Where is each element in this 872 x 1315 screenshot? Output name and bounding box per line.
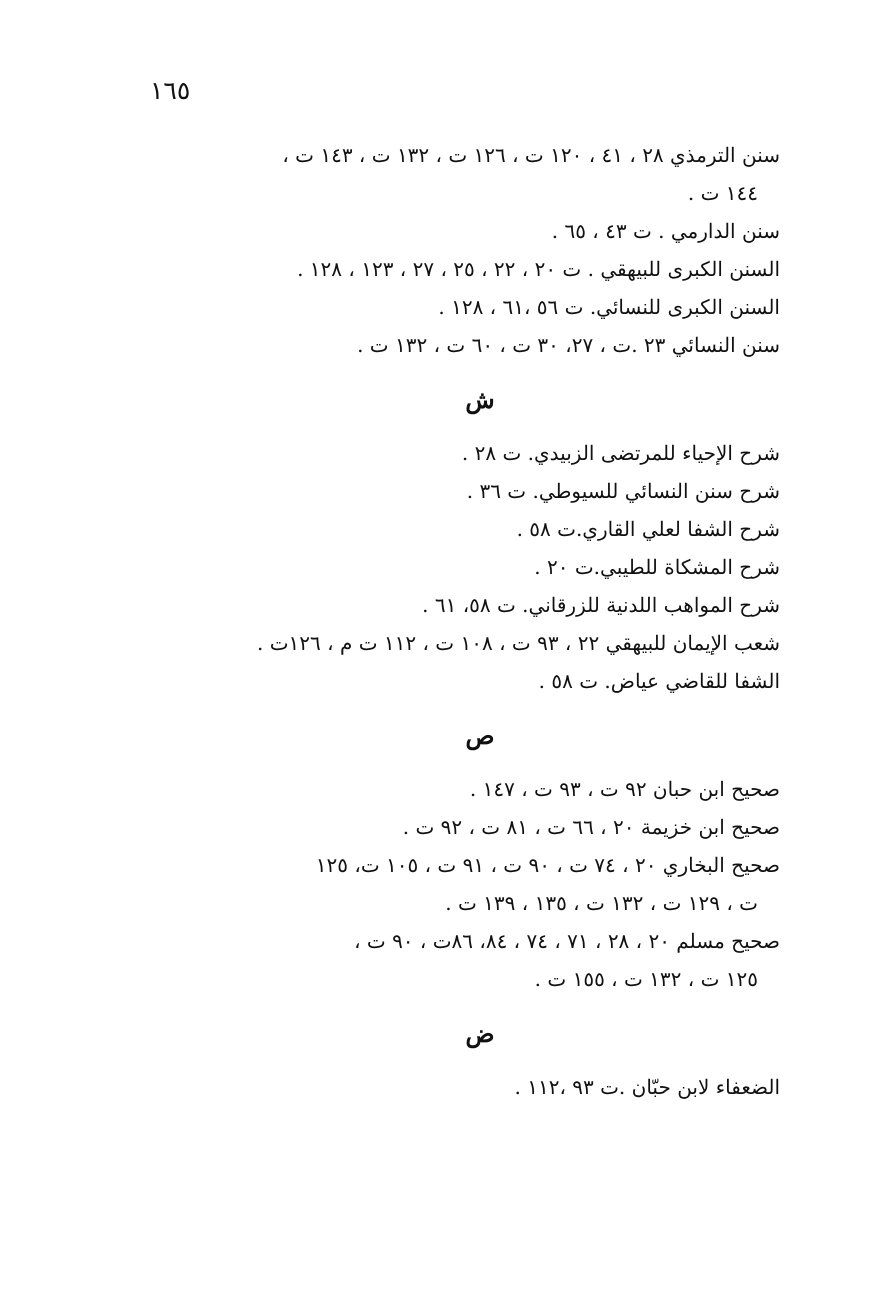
index-entry xyxy=(150,212,780,250)
entry-line: السنن الكبرى للنسائي. ت ٥٦ ،٦١ ، ١٢٨ . xyxy=(438,295,780,319)
entry-line: صحيح ابن خزيمة ٢٠ ، ٦٦ ت ، ٨١ ت ، ٩٢ ت . xyxy=(402,815,780,839)
entry-continuation-line: ١٢٥ ت ، ١٣٢ ت ، ١٥٥ ت . xyxy=(534,967,758,991)
index-entry xyxy=(150,922,780,998)
index-entry xyxy=(150,770,780,808)
entry-line: صحيح ابن حبان ٩٢ ت ، ٩٣ ت ، ١٤٧ . xyxy=(469,777,780,801)
index-entry xyxy=(150,662,780,700)
index-entry xyxy=(150,250,780,288)
entry-line: صحيح مسلم ٢٠ ، ٢٨ ، ٧١ ، ٧٤ ، ٨٤، ٨٦ت ، ٩٠ ت ، xyxy=(354,929,780,953)
index-entry xyxy=(150,136,780,212)
entry-line: الضعفاء لابن حبّان .ت ٩٣ ،١١٢ . xyxy=(514,1075,780,1099)
index-entry xyxy=(150,288,780,326)
index-entry xyxy=(150,846,780,922)
index-entry xyxy=(150,434,780,472)
entry-line: شرح المشكاة للطيبي.ت ٢٠ . xyxy=(534,555,780,579)
index-body xyxy=(150,136,780,1106)
entry-continuation-line: ١٤٤ ت . xyxy=(687,181,758,205)
entry-line: شرح الشفا لعلي القاري.ت ٥٨ . xyxy=(516,517,780,541)
entry-line: السنن الكبرى للبيهقي . ت ٢٠ ، ٢٢ ، ٢٥ ، ٢٧ ، ١٢٣ ، ١٢٨ . xyxy=(297,257,780,281)
section-letter-heading: ص xyxy=(465,721,495,750)
index-entry xyxy=(150,624,780,662)
entry-line: سنن النسائي ٢٣ .ت ، ٢٧، ٣٠ ت ، ٦٠ ت ، ١٣٢ ت . xyxy=(357,333,780,357)
page-number: ١٦٥ xyxy=(150,76,191,105)
index-entry xyxy=(150,586,780,624)
index-entry xyxy=(150,1068,780,1106)
entry-line: الشفا للقاضي عياض. ت ٥٨ . xyxy=(538,669,780,693)
entry-line: سنن الدارمي . ت ٤٣ ، ٦٥ . xyxy=(551,219,780,243)
index-entry xyxy=(150,510,780,548)
entry-line: شرح الإحياء للمرتضى الزبيدي. ت ٢٨ . xyxy=(461,441,780,465)
entry-line: سنن الترمذي ٢٨ ، ٤١ ، ١٢٠ ت ، ١٢٦ ت ، ١٣٢ ت ، ١٤٣ ت ، xyxy=(282,143,780,167)
section-letter-heading: ش xyxy=(465,385,495,414)
section-letter-heading: ض xyxy=(465,1019,495,1048)
entry-line: شرح سنن النسائي للسيوطي. ت ٣٦ . xyxy=(466,479,780,503)
entry-line: صحيح البخاري ٢٠ ، ٧٤ ت ، ٩٠ ت ، ٩١ ت ، ١٠٥ ت، ١٢٥ xyxy=(315,853,780,877)
entry-continuation-line: ت ، ١٢٩ ت ، ١٣٢ ت ، ١٣٥ ، ١٣٩ ت . xyxy=(445,891,758,915)
index-entry xyxy=(150,808,780,846)
entry-line: شرح المواهب اللدنية للزرقاني. ت ٥٨، ٦١ . xyxy=(422,593,780,617)
index-entry xyxy=(150,548,780,586)
index-entry xyxy=(150,472,780,510)
entry-line: شعب الإيمان للبيهقي ٢٢ ، ٩٣ ت ، ١٠٨ ت ، ١١٢ ت م ، ١٢٦ت . xyxy=(257,631,780,655)
index-entry xyxy=(150,326,780,364)
